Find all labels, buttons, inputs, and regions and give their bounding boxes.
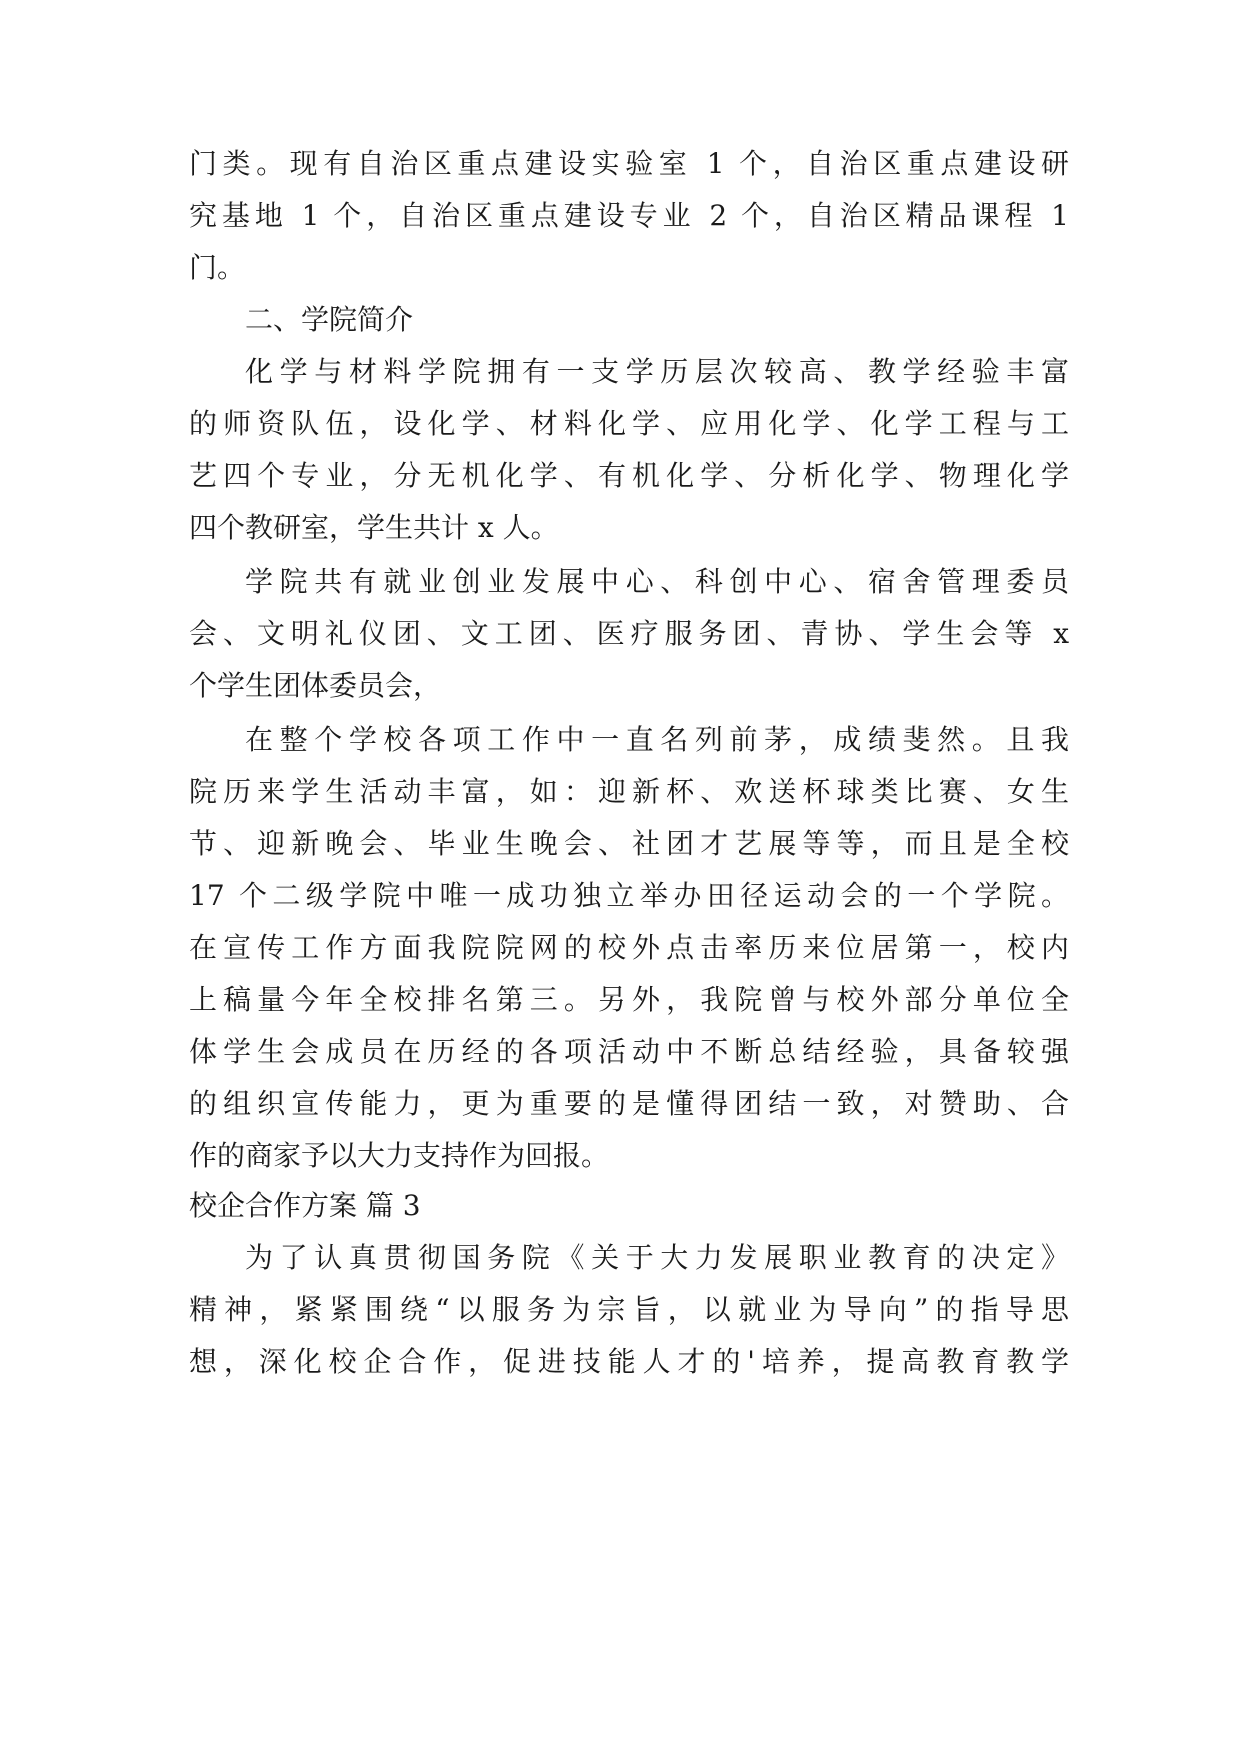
text-line: 在宣传工作方面我院院网的校外点击率历来位居第一，校内 [189, 931, 1069, 964]
text-line: 的组织宣传能力，更为重要的是懂得团结一致，对赞助、合 [189, 1087, 1069, 1120]
text-line: 为了认真贯彻国务院《关于大力发展职业教育的决定》 [245, 1241, 1069, 1274]
text-line: 会、文明礼仪团、文工团、医疗服务团、青协、学生会等 x [189, 617, 1069, 650]
text-line: 个学生团体委员会， [189, 669, 442, 702]
text-line: 上稿量今年全校排名第三。另外，我院曾与校外部分单位全 [189, 983, 1069, 1016]
text-line: 在整个学校各项工作中一直名列前茅，成绩斐然。且我 [245, 723, 1069, 756]
text-line: 门类。现有自治区重点建设实验室 1 个，自治区重点建设研 [189, 147, 1069, 180]
text-line: 院历来学生活动丰富，如：迎新杯、欢送杯球类比赛、女生 [189, 775, 1069, 808]
text-line: 化学与材料学院拥有一支学历层次较高、教学经验丰富 [245, 355, 1069, 388]
text-line: 想，深化校企合作，促进技能人才的'培养，提高教育教学 [189, 1345, 1069, 1378]
text-line: 艺四个专业，分无机化学、有机化学、分析化学、物理化学 [189, 459, 1069, 492]
text-line: 节、迎新晚会、毕业生晚会、社团才艺展等等，而且是全校 [189, 827, 1069, 860]
text-line: 门。 [189, 251, 246, 284]
text-line: 17 个二级学院中唯一成功独立举办田径运动会的一个学院。 [189, 879, 1069, 912]
text-line: 的师资队伍，设化学、材料化学、应用化学、化学工程与工 [189, 407, 1069, 440]
text-line: 究基地 1 个，自治区重点建设专业 2 个，自治区精品课程 1 [189, 199, 1069, 232]
section-heading: 二、学院简介 [245, 303, 414, 336]
text-line: 体学生会成员在历经的各项活动中不断总结经验，具备较强 [189, 1035, 1069, 1068]
text-line: 作的商家予以大力支持作为回报。 [189, 1139, 610, 1172]
text-line: 四个教研室，学生共计 x 人。 [189, 511, 559, 544]
text-line: 精神，紧紧围绕“以服务为宗旨，以就业为导向”的指导思 [189, 1293, 1069, 1326]
section-title: 校企合作方案 篇 3 [189, 1189, 421, 1222]
text-line: 学院共有就业创业发展中心、科创中心、宿舍管理委员 [245, 565, 1069, 598]
